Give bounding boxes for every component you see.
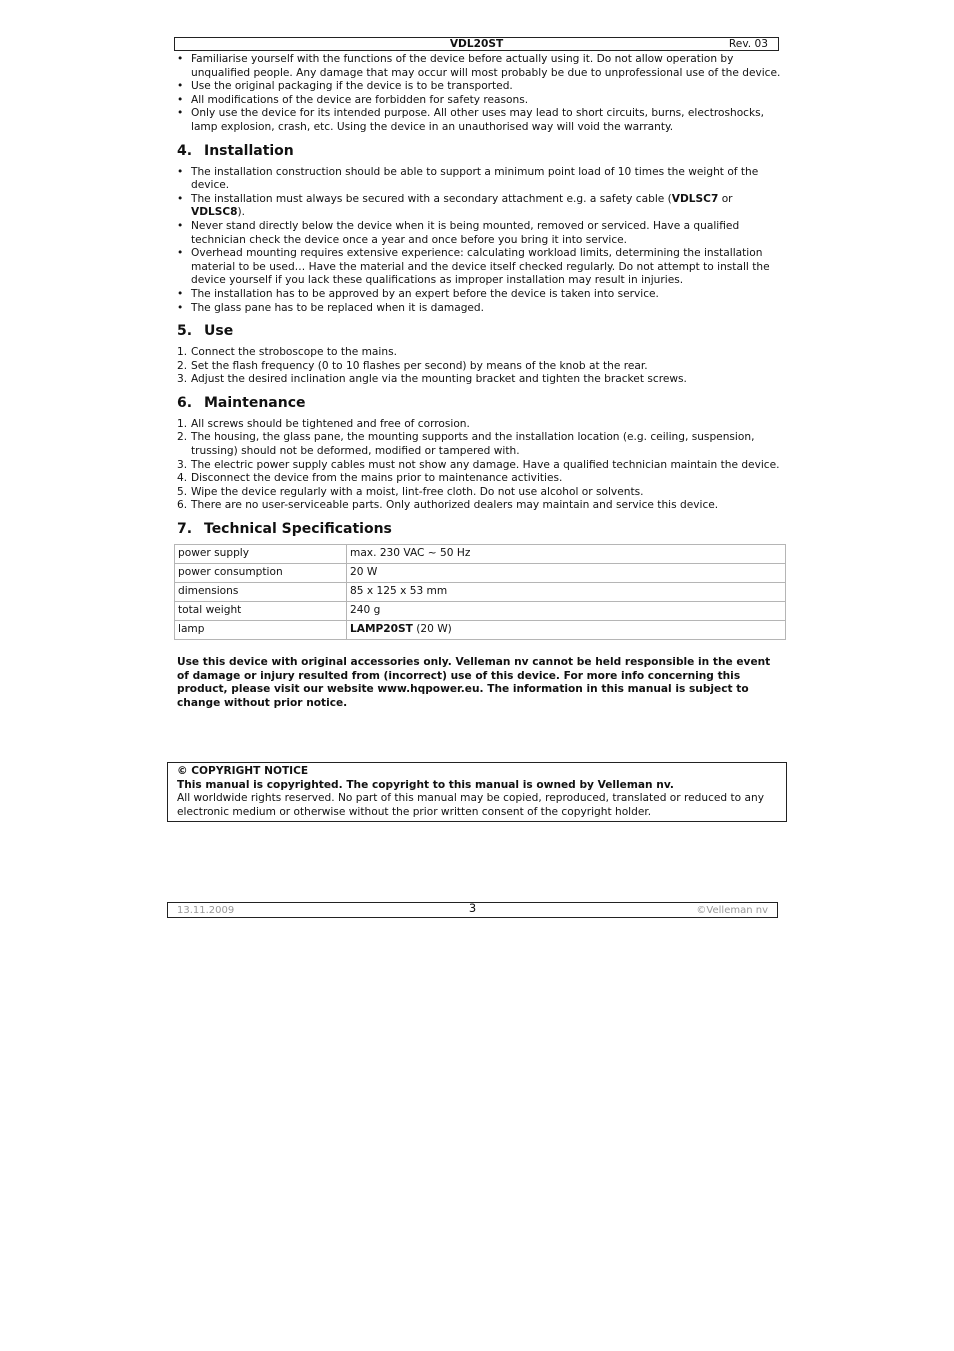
footer-brand: ©Velleman nv: [696, 905, 768, 916]
list-item: [177, 459, 787, 473]
step-number: 3.: [177, 373, 188, 386]
copyright-notice: [167, 762, 787, 822]
list-item: [177, 486, 787, 500]
section-number: 5.: [177, 323, 193, 340]
spec-value: 20 W: [347, 564, 786, 583]
installation-list: [177, 166, 787, 316]
step-text: Wipe the device regularly with a moist, lint-free cloth. Do not use alcohol or solvents.: [191, 485, 644, 498]
step-text: The electric power supply cables must not show any damage. Have a qualified technician maintain the device.: [191, 458, 780, 471]
product-code: VDLSC8: [191, 206, 238, 219]
spec-label: power supply: [175, 545, 347, 564]
spec-value: 85 x 125 x 53 mm: [347, 583, 786, 602]
document-body: [177, 53, 787, 710]
item-text: The installation must always be secured with a secondary attachment e.g. a safety cable (: [191, 192, 672, 205]
section-title: Installation: [204, 142, 294, 159]
spec-label: total weight: [175, 602, 347, 621]
table-row: [175, 545, 786, 564]
list-item: [177, 360, 787, 374]
step-text: Set the flash frequency (0 to 10 flashes per second) by means of the knob at the rear.: [191, 359, 648, 372]
section-heading-use: [177, 323, 787, 340]
list-item: • The installation has to be approved by an expert before the device is taken into service.: [177, 288, 787, 302]
list-item: [177, 346, 787, 360]
spec-value: max. 230 VAC ~ 50 Hz: [347, 545, 786, 564]
step-number: 4.: [177, 472, 188, 485]
table-row: [175, 564, 786, 583]
list-item: • Use the original packaging if the device is to be transported.: [177, 80, 787, 94]
revision: Rev. 03: [728, 38, 768, 50]
table-row: [175, 602, 786, 621]
step-number: 6.: [177, 499, 188, 512]
step-number: 1.: [177, 417, 188, 430]
page-header: [174, 37, 779, 51]
spec-label: dimensions: [175, 583, 347, 602]
item-text: or: [718, 192, 733, 205]
section-title: Technical Specifications: [204, 521, 392, 538]
section-heading-maintenance: [177, 395, 787, 412]
section-heading-installation: [177, 143, 787, 160]
step-number: 2.: [177, 431, 188, 444]
table-row: [175, 583, 786, 602]
section-heading-specifications: [177, 521, 787, 538]
section-title: Use: [204, 323, 234, 340]
spec-label: power consumption: [175, 564, 347, 583]
section-number: 6.: [177, 394, 193, 411]
list-item: • The glass pane has to be replaced when it is damaged.: [177, 302, 787, 316]
list-item: [177, 499, 787, 513]
specs-table: [174, 544, 786, 640]
table-row: [175, 621, 786, 640]
model-name: VDL20ST: [449, 38, 504, 50]
list-item: • The installation construction should be able to support a minimum point load of 10 times the weight of the device.: [177, 166, 787, 193]
section-title: Maintenance: [204, 394, 306, 411]
list-item: • Overhead mounting requires extensive experience: calculating workload limits, determining the installation material to be used… Have the material and the device itself checked regularly. Do not attempt to install the device yourself if you lack these qualifications as improper installation may result in injuries.: [177, 247, 787, 288]
list-item: • Familiarise yourself with the functions of the device before actually using it. Do not allow operation by unqualified people. Any damage that may occur will most probably be due to unprofessional use of the device.: [177, 53, 787, 80]
list-item: [177, 472, 787, 486]
disclaimer: Use this device with original accessories only. Velleman nv cannot be held responsible in the event of damage or injury resulted from (incorrect) use of this device. For more info concerning this product, please visit our website www.hqpower.eu. The information in this manual is subject to change without prior notice.: [177, 656, 771, 709]
list-item: • All modifications of the device are forbidden for safety reasons.: [177, 94, 787, 108]
step-number: 5.: [177, 485, 188, 498]
page-number: 3: [468, 901, 477, 915]
section-number: 4.: [177, 142, 193, 159]
spec-value: [347, 621, 786, 640]
step-text: There are no user-serviceable parts. Only authorized dealers may maintain and service this device.: [191, 499, 719, 512]
copyright-rights: All worldwide rights reserved. No part of this manual may be copied, reproduced, translated or reduced to any electronic medium or otherwise without the prior written consent of the copyright holder.: [177, 792, 764, 818]
list-item: [177, 193, 787, 220]
copyright-ownership: This manual is copyrighted. The copyright to this manual is owned by Velleman nv.: [177, 778, 674, 791]
spec-value: 240 g: [347, 602, 786, 621]
step-text: Adjust the desired inclination angle via the mounting bracket and tighten the bracket screws.: [191, 373, 687, 386]
list-item: • Only use the device for its intended purpose. All other uses may lead to short circuits, burns, electroshocks, lamp explosion, crash, etc. Using the device in an unauthorised way will void the warranty.: [177, 107, 787, 134]
section-number: 7.: [177, 521, 193, 538]
list-item: [177, 418, 787, 432]
list-item: [177, 373, 787, 387]
use-steps: [177, 346, 787, 387]
step-text: All screws should be tightened and free of corrosion.: [191, 417, 470, 430]
list-item: [177, 431, 787, 458]
copyright-title: © COPYRIGHT NOTICE: [177, 765, 309, 777]
step-number: 2.: [177, 359, 188, 372]
maintenance-steps: [177, 418, 787, 513]
spec-label: lamp: [175, 621, 347, 640]
step-number: 1.: [177, 346, 188, 359]
intro-list: [177, 53, 787, 135]
item-text: ).: [237, 206, 246, 219]
step-number: 3.: [177, 458, 188, 471]
step-text: Disconnect the device from the mains prior to maintenance activities.: [191, 472, 563, 485]
page-footer: [167, 902, 778, 918]
step-text: Connect the stroboscope to the mains.: [191, 346, 397, 359]
step-text: The housing, the glass pane, the mounting supports and the installation location (e.g. ceiling, suspension, trussing) should not be deformed, modified or tampered with.: [191, 431, 755, 458]
lamp-power: (20 W): [412, 623, 452, 636]
lamp-code: LAMP20ST: [350, 623, 413, 636]
footer-date: 13.11.2009: [177, 905, 235, 916]
list-item: • Never stand directly below the device when it is being mounted, removed or serviced. Have a qualified technician check the device once a year and once before you bring it into service.: [177, 220, 787, 247]
product-code: VDLSC7: [671, 192, 719, 205]
